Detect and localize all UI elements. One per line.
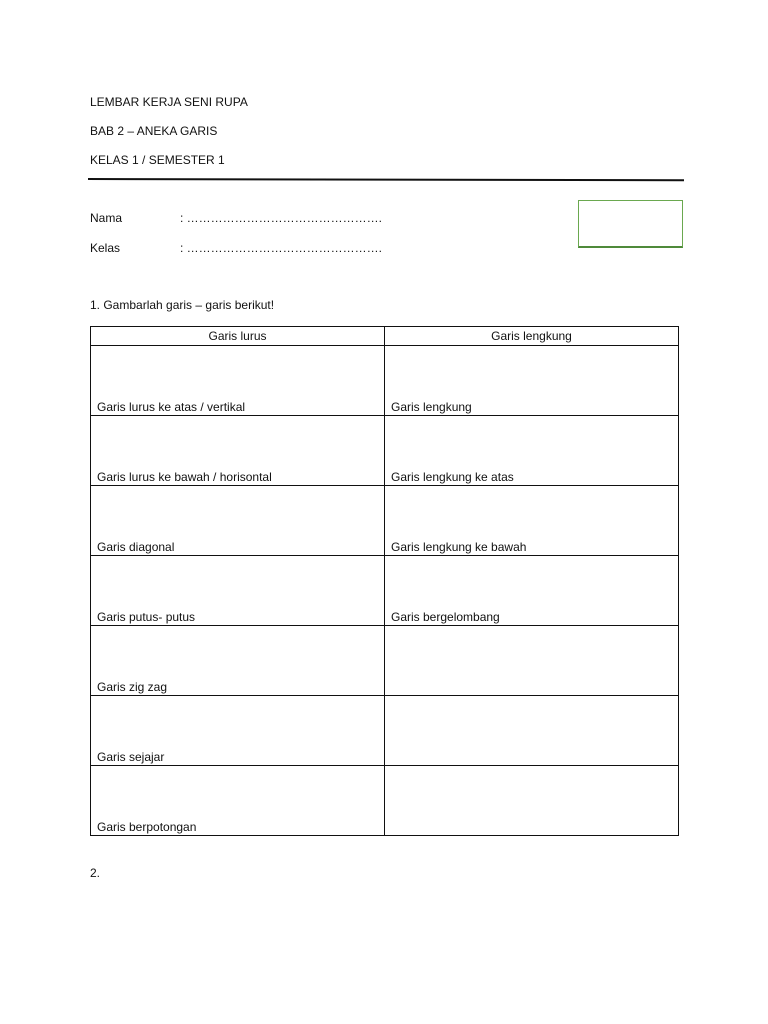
table-cell[interactable]: Garis diagonal bbox=[91, 486, 385, 556]
worksheet-title: LEMBAR KERJA SENI RUPA bbox=[90, 95, 248, 109]
table-cell[interactable]: Garis lengkung bbox=[385, 346, 679, 416]
table-cell[interactable]: Garis lengkung ke bawah bbox=[385, 486, 679, 556]
class-semester: KELAS 1 / SEMESTER 1 bbox=[90, 153, 225, 167]
class-field[interactable]: : …………………………………………. bbox=[180, 241, 383, 255]
table-cell[interactable]: Garis lurus ke atas / vertikal bbox=[91, 346, 385, 416]
table-cell[interactable]: Garis lengkung ke atas bbox=[385, 416, 679, 486]
table-cell[interactable]: Garis berpotongan bbox=[91, 766, 385, 836]
column-header-straight-lines: Garis lurus bbox=[91, 327, 385, 346]
name-label: Nama bbox=[90, 211, 123, 225]
table-cell[interactable]: Garis putus- putus bbox=[91, 556, 385, 626]
table-cell[interactable] bbox=[385, 696, 679, 766]
table-row bbox=[91, 416, 679, 486]
lines-table bbox=[90, 326, 679, 836]
table-row bbox=[91, 556, 679, 626]
class-label: Kelas bbox=[90, 241, 121, 255]
table-header-row bbox=[91, 327, 679, 346]
table-row bbox=[91, 766, 679, 836]
table-row bbox=[91, 626, 679, 696]
table-cell[interactable]: Garis zig zag bbox=[91, 626, 385, 696]
header-divider bbox=[88, 178, 684, 181]
table-cell[interactable]: Garis sejajar bbox=[91, 696, 385, 766]
table-cell[interactable] bbox=[385, 766, 679, 836]
table-row bbox=[91, 696, 679, 766]
table-cell[interactable]: Garis lurus ke bawah / horisontal bbox=[91, 416, 385, 486]
question-1: 1. Gambarlah garis – garis berikut! bbox=[90, 298, 275, 312]
name-field[interactable]: : …………………………………………. bbox=[180, 211, 383, 225]
table-cell[interactable]: Garis bergelombang bbox=[385, 556, 679, 626]
table-row bbox=[91, 346, 679, 416]
table-row bbox=[91, 486, 679, 556]
chapter-title: BAB 2 – ANEKA GARIS bbox=[90, 124, 218, 138]
column-header-curved-lines: Garis lengkung bbox=[385, 327, 679, 346]
table-cell[interactable] bbox=[385, 626, 679, 696]
score-box[interactable] bbox=[578, 200, 683, 248]
question-2: 2. bbox=[90, 866, 101, 880]
